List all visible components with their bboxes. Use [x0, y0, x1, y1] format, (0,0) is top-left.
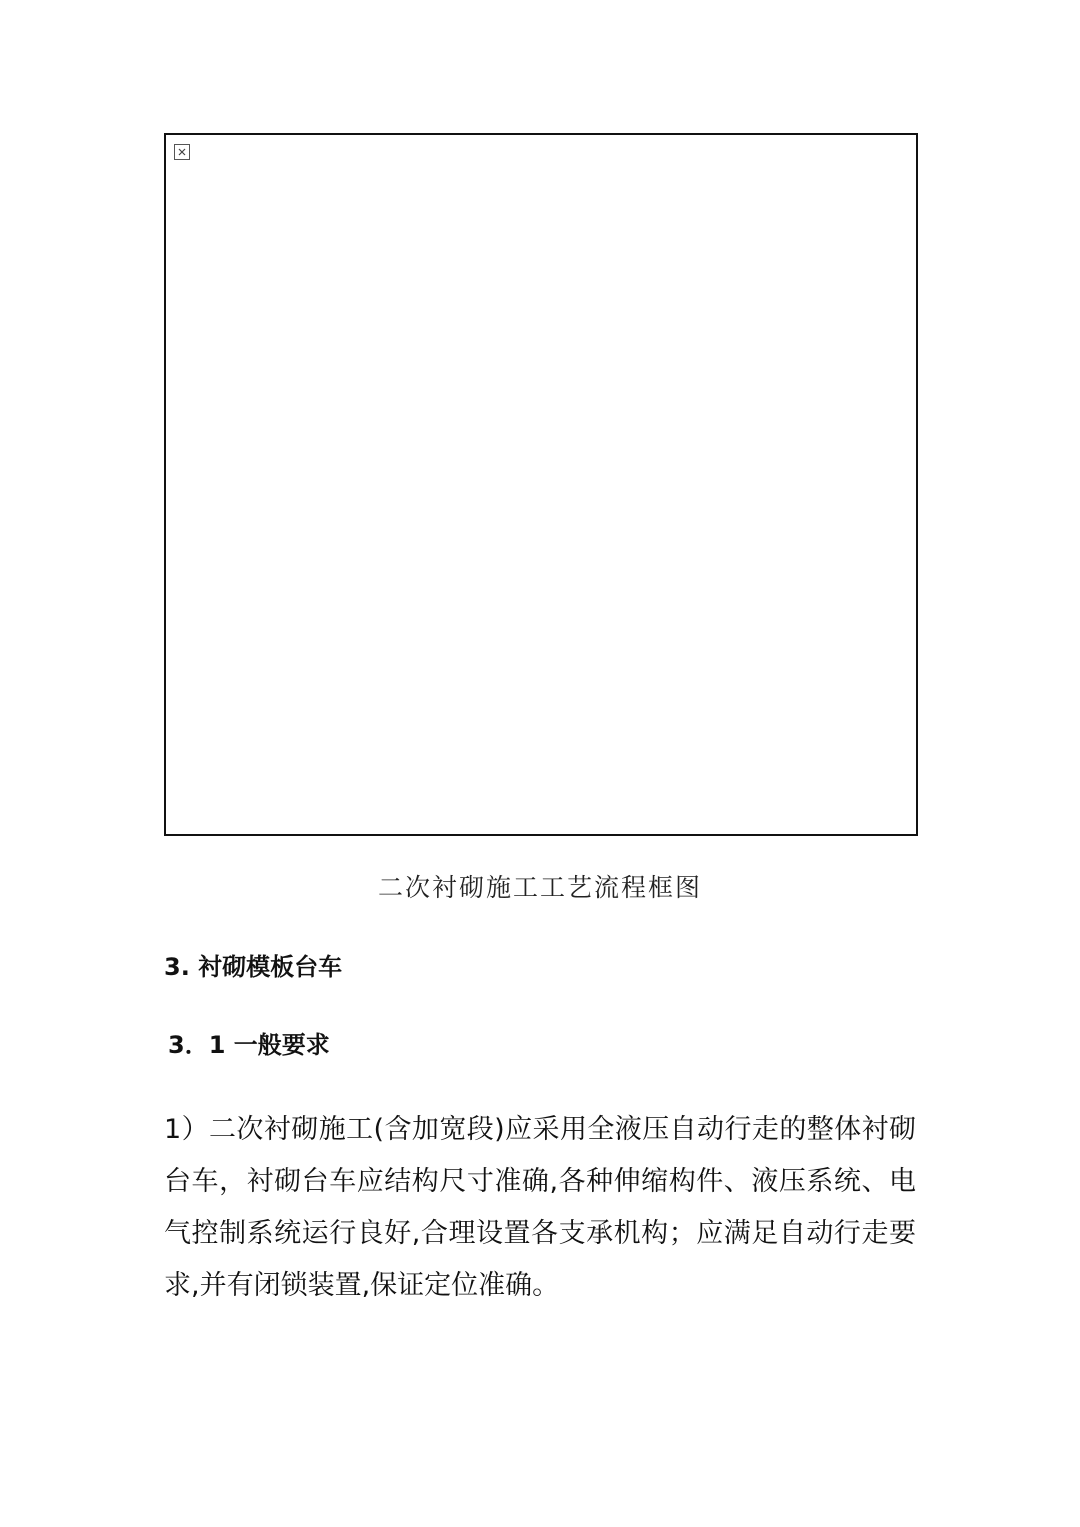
broken-image-icon — [174, 144, 190, 160]
section-heading: 3. 衬砌模板台车 — [164, 953, 343, 981]
subsection-heading: 3．1 一般要求 — [168, 1031, 330, 1059]
figure-image-frame — [164, 133, 918, 836]
body-paragraph: 1）二次衬砌施工(含加宽段)应采用全液压自动行走的整体衬砌台车，衬砌台车应结构尺寸准确,各种伸缩构件、液压系统、电气控制系统运行良好,合理设置各支承机构；应满足自动行走要求,并有闭锁装置,保证定位准确。 — [164, 1114, 916, 1301]
figure-caption: 二次衬砌施工工艺流程框图 — [377, 873, 702, 902]
